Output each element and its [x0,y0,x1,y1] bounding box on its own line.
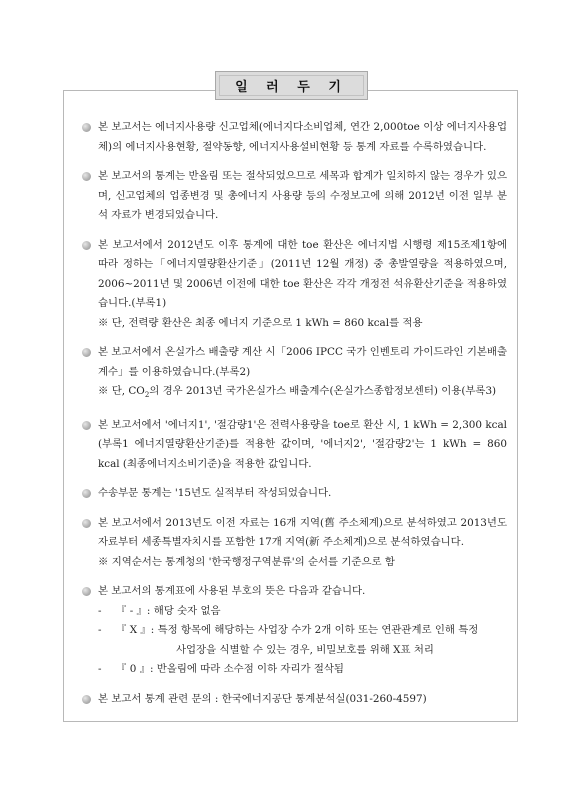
bullet-icon [82,172,91,181]
item-text: 본 보고서는 에너지사용량 신고업체(에너지다소비업체, 연간 2,000toe 이상 에너지사용업체)의 에너지사용현황, 절약동향, 에너지사용설비현황 등 통계 자료를 수록하였습니다. [98,121,507,153]
item-note [98,382,507,406]
item-text: 본 보고서의 통계는 반올림 또는 절삭되었으므로 세목과 합계가 일치하지 않는 경우가 있으며, 신고업체의 업종변경 및 총에너지 사용량 등의 수정보고에 의해 2012년 이전 일부 분석 자료가 변경되었습니다. [98,170,507,221]
list-item [82,690,507,710]
symbol-row-x [98,621,507,641]
item-note: ※ 단, 전력량 환산은 최종 에너지 기준으로 1 kWh = 860 kcal를 적용 [98,316,423,329]
item-text: 본 보고서에서 '에너지1', '절감량1'은 전력사용량을 toe로 환산 시, 1 kWh = 2,300 kcal (부록1 에너지열량환산기준)를 적용한 값이며, '에너지2', '절감량2'는 1 kWh = 860 kcal (최종에너지소비기준)을 적용한 값입니다. [98,418,507,470]
bullet-icon [82,348,91,357]
item-text: 본 보고서 통계 관련 문의 : 한국에너지공단 통계분석실(031-260-4597) [98,692,427,705]
bullet-icon [82,519,91,528]
list-item [82,416,507,475]
item-note: ※ 지역순서는 통계청의 '한국행정구역분류'의 순서를 기준으로 함 [98,555,395,568]
page-title: 일 러 두 기 [235,80,348,95]
symbol-text: 『 - 』: 해당 숫자 없음 [116,604,221,617]
symbol-dash: - [98,624,102,637]
item-text: 본 보고서의 통계표에 사용된 부호의 뜻은 다음과 같습니다. [98,585,366,598]
notes-list [82,118,507,719]
item-text: 본 보고서에서 2013년도 이전 자료는 16개 지역(舊 주소체계)으로 분석하였고 2013년도 자료부터 세종특별자치시를 포함한 17개 지역(新 주소체계)으로 분석하였습니다. [98,516,507,549]
bullet-icon [82,421,91,430]
list-item [82,484,507,504]
symbol-text: 『 X 』: 특정 항목에 해당하는 사업장 수가 2개 이하 또는 연관관계로 인해 특정 [116,624,479,637]
symbol-row-x-continued: 사업장을 식별할 수 있는 경우, 비밀보호를 위해 X표 처리 [176,643,434,656]
list-item [82,582,507,680]
item-text: 본 보고서에서 2012년도 이후 통계에 대한 toe 환산은 에너지법 시행령 제15조제1항에 따라 정하는「에너지열량환산기준」(2011년 12월 개정) 중 총발열량을 적용하였으며, 2006~2011년 및 2006년 이전에 대한 toe 환산은 각각 개정전 석유환산기준을 적용하였습니다.(부록1) [98,238,507,309]
list-item [82,167,507,226]
list-item [82,343,507,406]
bullet-icon [82,241,91,250]
symbol-dash: - [98,663,102,676]
note-suffix: 의 경우 2013년 국가온실가스 배출계수(온실가스종합정보센터) 이용(부록3) [149,385,497,397]
note-prefix: ※ 단, CO [98,385,145,397]
symbol-row-dash [98,602,507,622]
list-item [82,236,507,334]
symbol-row-zero [98,660,507,680]
bullet-icon [82,587,91,596]
bullet-icon [82,123,91,132]
item-text: 수송부문 통계는 '15년도 실적부터 작성되었습니다. [98,487,332,500]
bullet-icon [82,695,91,704]
list-item [82,514,507,573]
bullet-icon [82,489,91,498]
list-item [82,118,507,157]
note-subscript: 2 [144,391,150,400]
symbol-dash: - [98,604,102,617]
title-wrapper [215,71,368,100]
item-text: 본 보고서에서 온실가스 배출량 계산 시「2006 IPCC 국가 인벤토리 가이드라인 기본배출계수」를 이용하였습니다.(부록2) [98,346,507,378]
symbol-text: 『 0 』: 반올림에 따라 소수점 이하 자리가 절삭됨 [116,663,344,676]
